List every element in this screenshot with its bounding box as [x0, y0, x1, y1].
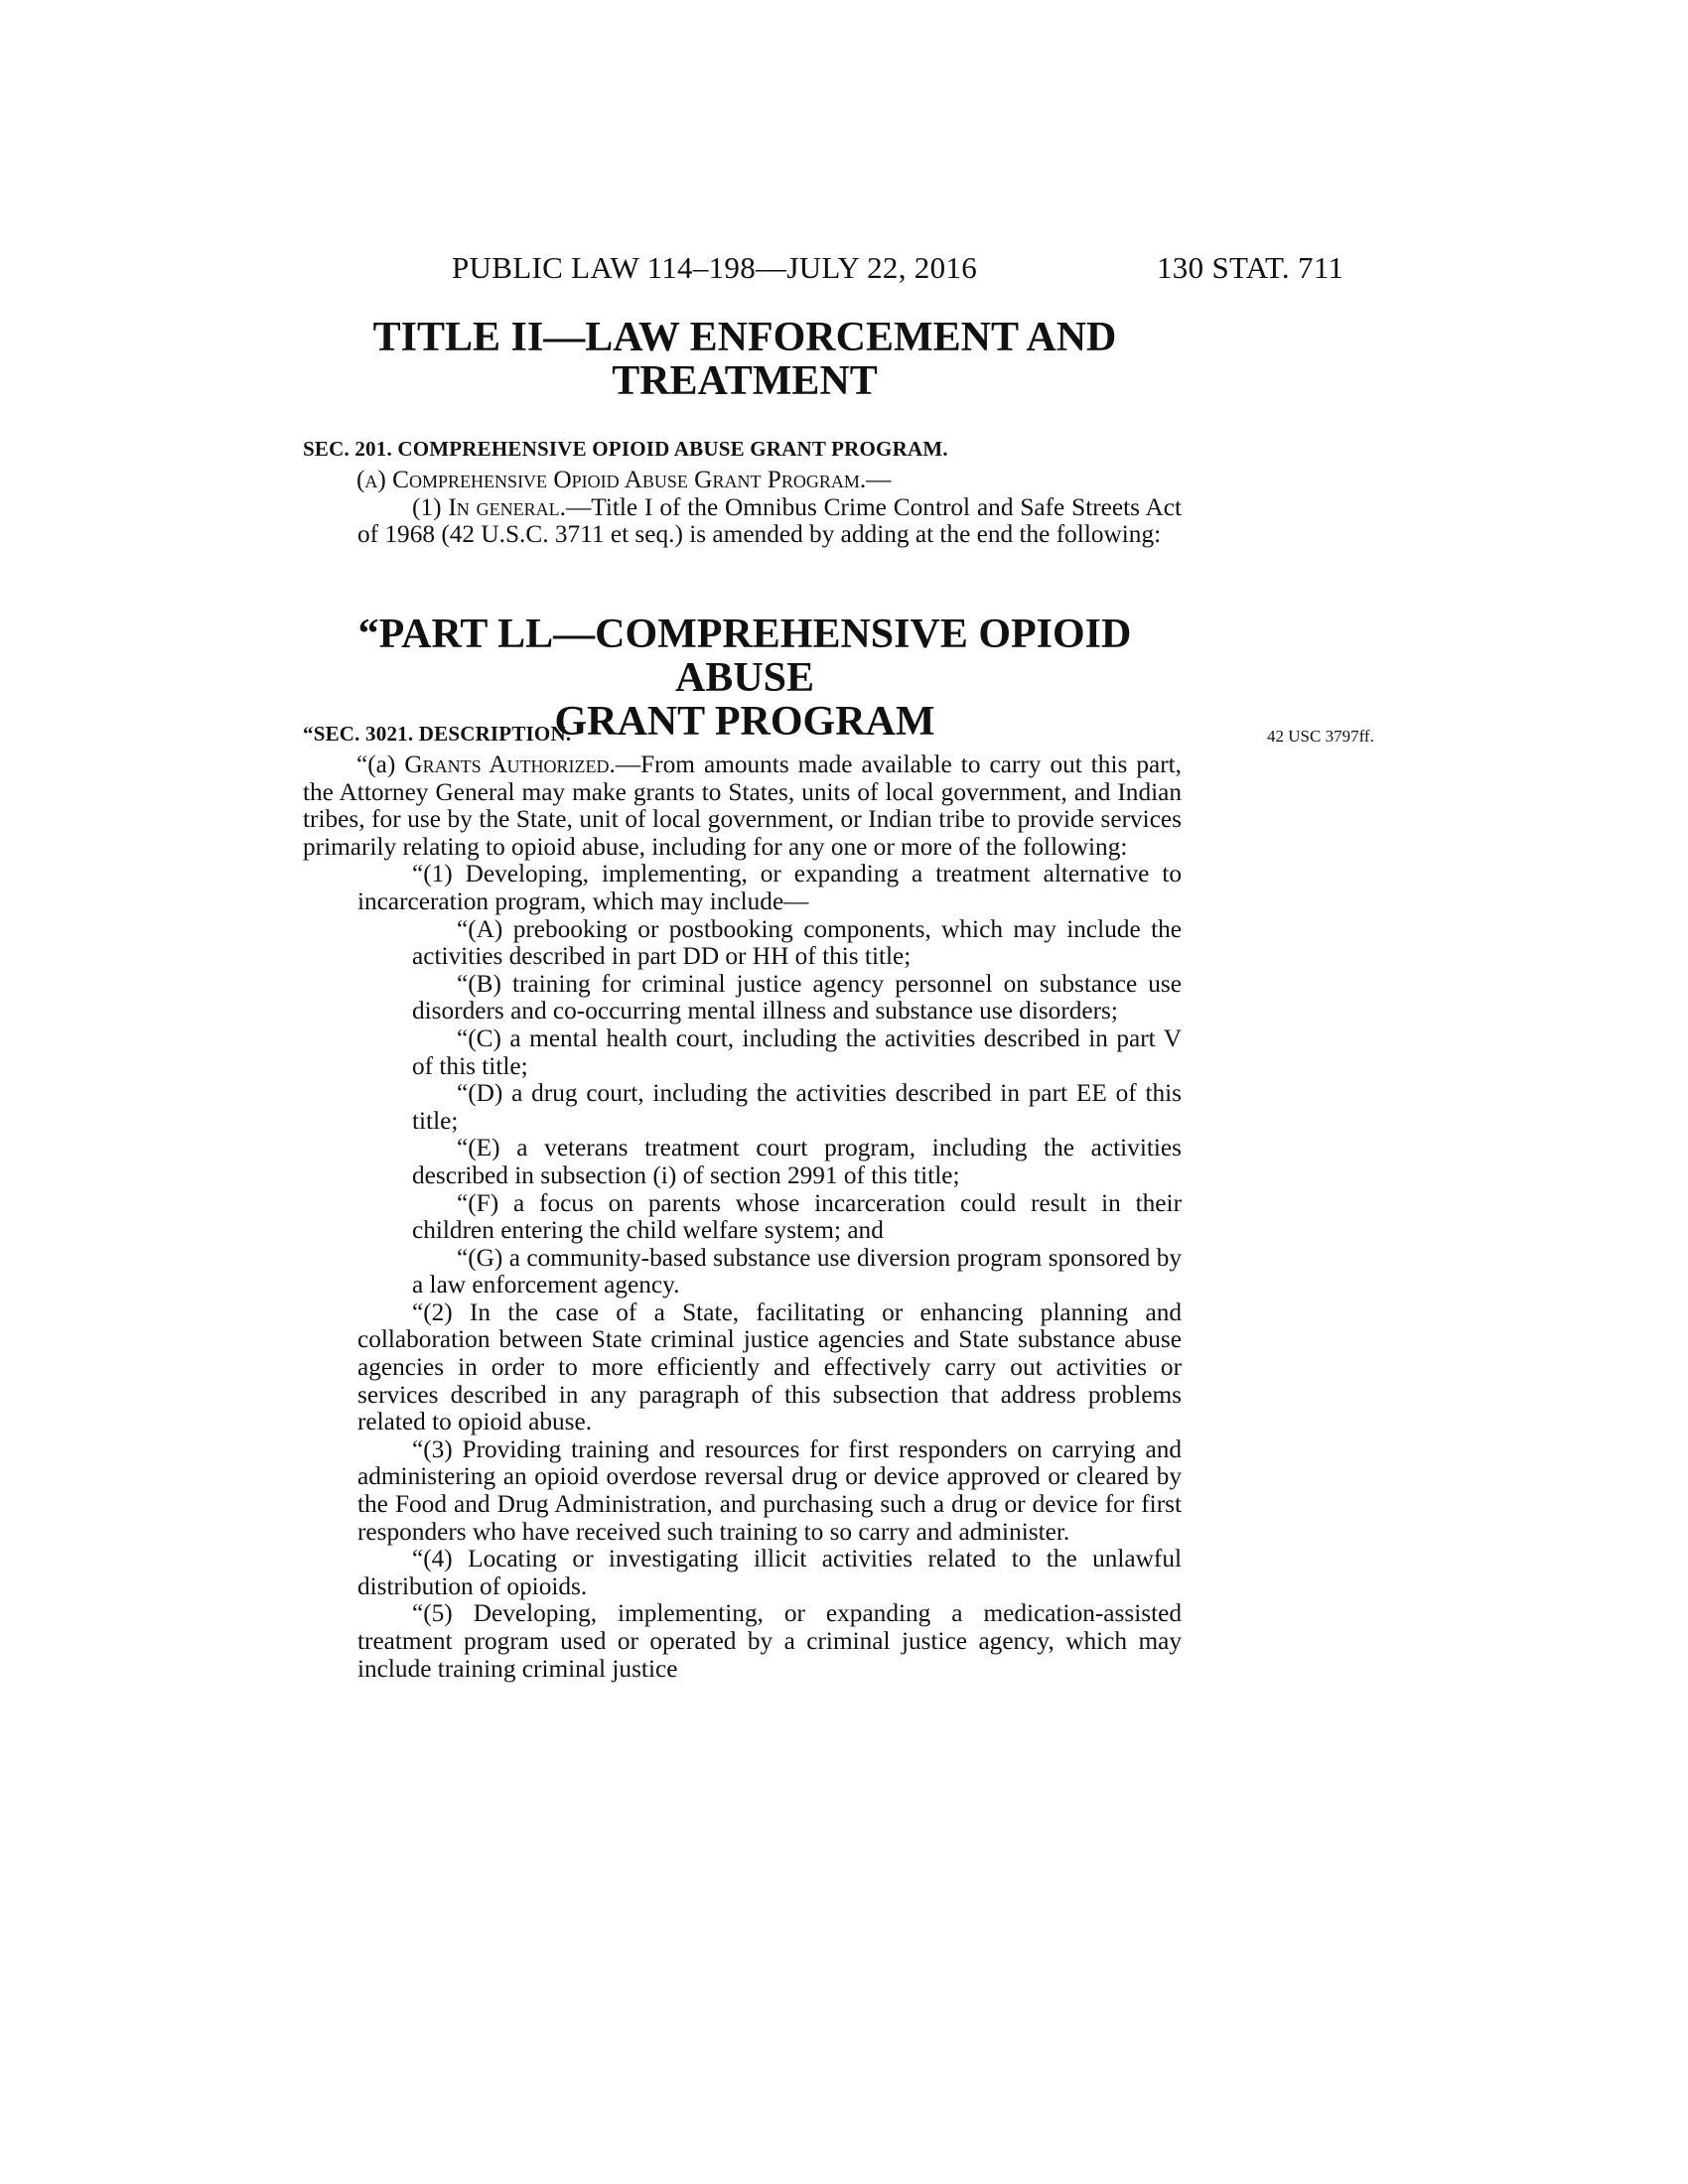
paragraph-1-lead: (1) In general.	[412, 492, 566, 521]
subsection-a-text: —From amounts made available to carry out this part, the Attorney General may make grants to States, units of local government, and Indian tribes, for use by the State, unit of local government, or Indian tribe to provide services primarily relating to opioid abuse, including for any one or more of the following:	[303, 751, 1183, 861]
provision-item: “(D) a drug court, including the activities described in part EE of this title;	[412, 1079, 1182, 1135]
title-heading	[298, 316, 1192, 403]
margin-citation: 42 USC 3797ff.	[1267, 727, 1374, 746]
paragraph-1-text: —Title I of the Omnibus Crime Control and Safe Streets Act of 1968 (42 U.S.C. 3711 et seq.) is amended by adding at the end the following:	[357, 492, 1183, 549]
provision-list	[303, 861, 1182, 1683]
subsection-a-open: “(a)	[356, 751, 405, 778]
section-3021-heading: “SEC. 3021. DESCRIPTION.	[303, 722, 572, 746]
provision-item: “(G) a community-based substance use diversion program sponsored by a law enforcement agency.	[412, 1243, 1182, 1299]
subsection-a-lead: Grants Authorized.	[404, 751, 616, 778]
provision-item: “(5) Developing, implementing, or expanding a medication-assisted treatment program used or operated by a criminal justice agency, which may include training criminal justice	[357, 1599, 1182, 1683]
provision-item: “(C) a mental health court, including the activities described in part V of this title;	[412, 1024, 1182, 1080]
title-heading-line-1: TITLE II—LAW ENFORCEMENT AND	[372, 315, 1117, 360]
provision-item: “(B) training for criminal justice agency personnel on substance use disorders and co-occurring mental illness and substance use disorders;	[412, 969, 1182, 1025]
section-201-body	[303, 467, 1182, 549]
provision-item: “(1) Developing, implementing, or expanding a treatment alternative to incarceration program, which may include—	[357, 860, 1182, 915]
provision-item: “(A) prebooking or postbooking components, which may include the activities described in part DD or HH of this title;	[412, 914, 1182, 971]
running-head: PUBLIC LAW 114–198—JULY 22, 2016	[452, 250, 978, 285]
page-folio: 130 STAT. 711	[1157, 250, 1344, 285]
part-heading-line-1: “PART LL—COMPREHENSIVE OPIOID ABUSE	[357, 612, 1132, 701]
provision-item: “(2) In the case of a State, facilitating or enhancing planning and collaboration between State criminal justice agencies and State substance abuse agencies in order to more efficiently and effectively carry out activities or services described in any paragraph of this subsection that address problems related to opioid abuse.	[357, 1297, 1182, 1436]
provision-item: “(E) a veterans treatment court program, including the activities described in subsection (i) of section 2991 of this title;	[412, 1134, 1182, 1189]
subsection-a-heading: (a) Comprehensive Opioid Abuse Grant Program.—	[356, 466, 892, 493]
section-3021-body	[303, 751, 1182, 1683]
title-heading-line-2: TREATMENT	[612, 358, 878, 404]
provision-item: “(3) Providing training and resources for first responders on carrying and administering an opioid overdose reversal drug or device approved or cleared by the Food and Drug Administration, and purchasing such a drug or device for first responders who have received such training to so carry and administer.	[357, 1434, 1182, 1546]
subsection-a	[303, 751, 1182, 861]
provision-item: “(4) Locating or investigating illicit activities related to the unlawful distribution of opioids.	[357, 1545, 1182, 1600]
provision-item: “(F) a focus on parents whose incarceration could result in their children entering the child welfare system; and	[412, 1188, 1182, 1245]
part-heading-line-2: GRANT PROGRAM	[554, 699, 935, 745]
section-201-heading: SEC. 201. COMPREHENSIVE OPIOID ABUSE GRANT PROGRAM.	[303, 437, 948, 461]
paragraph-1	[303, 494, 1182, 549]
